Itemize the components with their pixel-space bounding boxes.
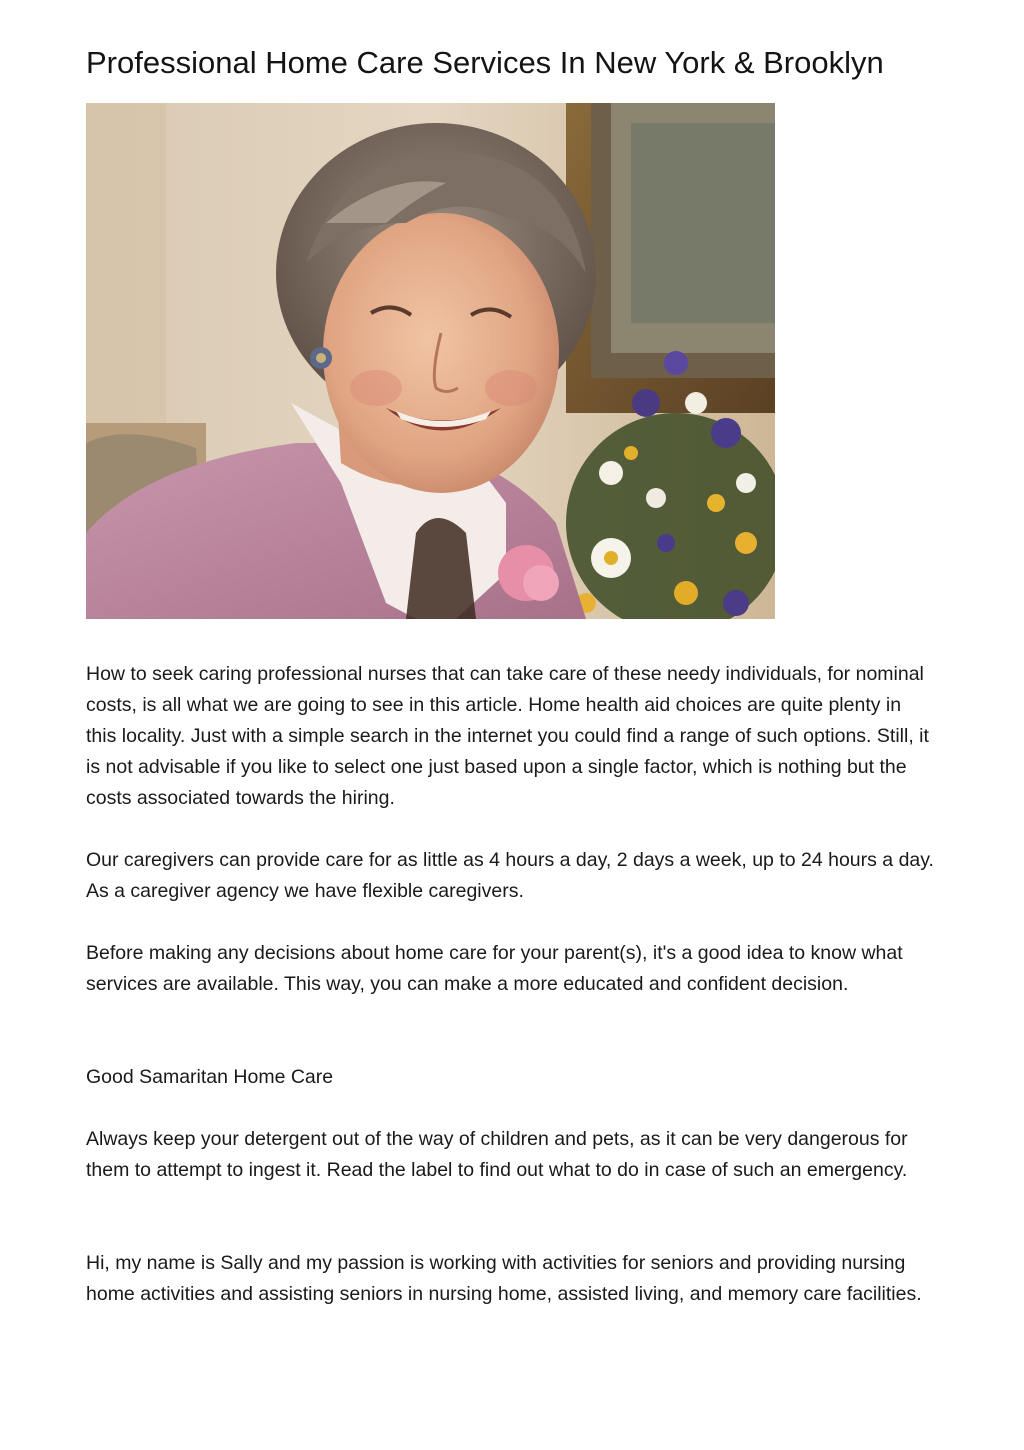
paragraph-detergent: Always keep your detergent out of the way of children and pets, as it can be very dangerous for them to attempt to ingest it. Read the label to find out what to do in case of such an emergency. [86,1128,908,1181]
paragraph-about-sally: Hi, my name is Sally and my passion is working with activities for seniors and providing nursing home activities and assisting seniors in nursing home, assisted living, and memory care facilities. [86,1252,922,1305]
senior-woman-photo [86,103,775,619]
paragraph-decisions: Before making any decisions about home care for your parent(s), it's a good idea to know what services are available. This way, you can make a more educated and confident decision. [86,942,903,995]
paragraph-company-name: Good Samaritan Home Care [86,1066,334,1088]
paragraph-intro: How to seek caring professional nurses that can take care of these needy individuals, for nominal costs, is all what we are going to see in this article. Home health aid choices are quite plenty in this locality. Just with a simple search in the internet you could find a range of such options. Still, it is not advisable if you like to select one just based upon a single factor, which is nothing but the costs associated towards the hiring. [86,663,929,809]
page-title: Professional Home Care Services In New York & Brooklyn [86,45,884,80]
paragraph-caregivers: Our caregivers can provide care for as little as 4 hours a day, 2 days a week, up to 24 hours a day. As a caregiver agency we have flexible caregivers. [86,849,934,902]
